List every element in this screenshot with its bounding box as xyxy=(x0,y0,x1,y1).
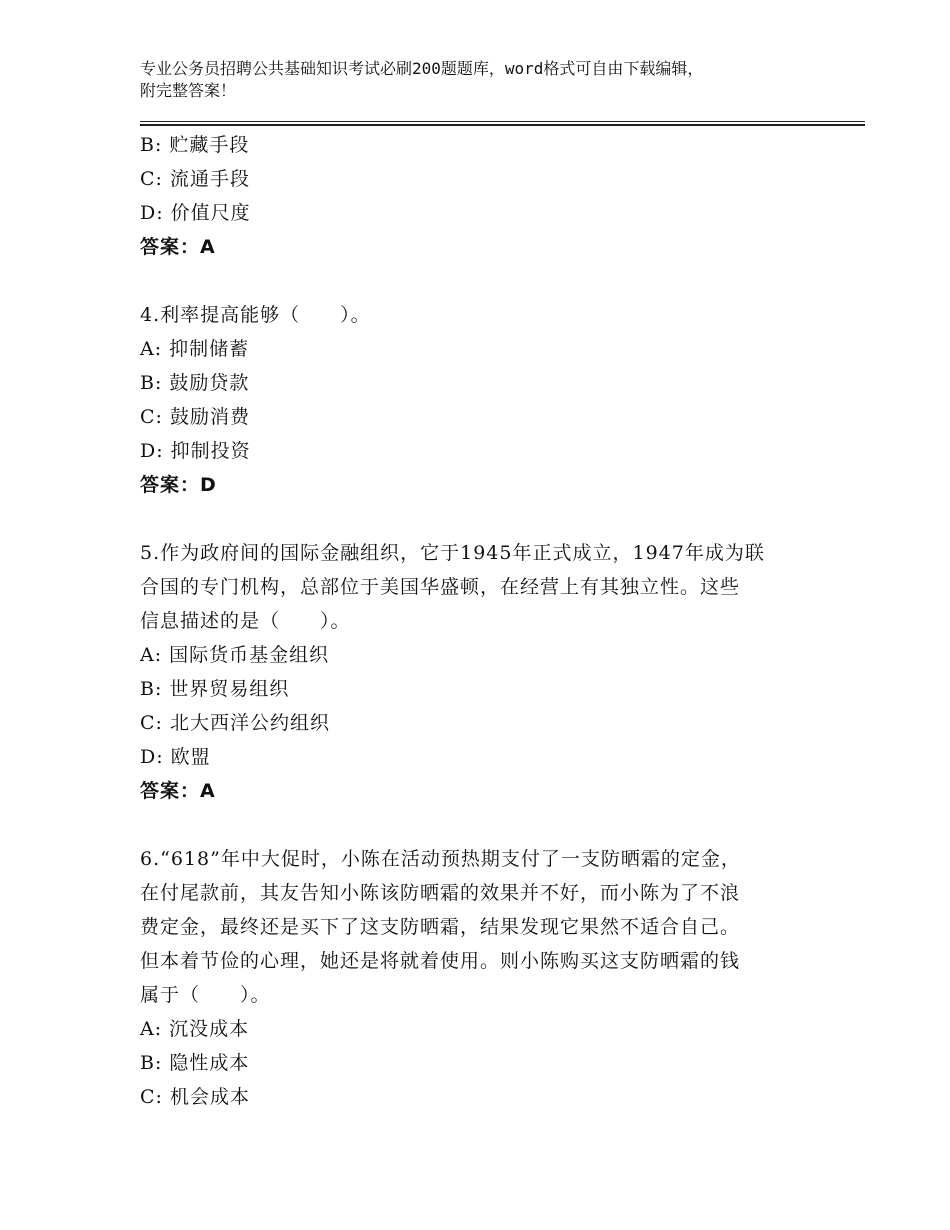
option-a: A: 沉没成本 xyxy=(140,1018,250,1040)
question-5 xyxy=(140,536,840,808)
stem-line: 信息描述的是（ ）。 xyxy=(140,610,351,632)
header-line-2: 附完整答案！ xyxy=(140,81,237,100)
option-d: D: 价值尺度 xyxy=(140,202,251,224)
stem-line: 6.“618”年中大促时，小陈在活动预热期支付了一支防晒霜的定金， xyxy=(140,848,741,870)
option-b: B: 世界贸易组织 xyxy=(140,678,290,700)
header-line-1: 专业公务员招聘公共基础知识考试必刷200题题库，word格式可自由下载编辑， xyxy=(140,59,704,78)
stem-line: 在付尾款前，其友告知小陈该防晒霜的效果并不好，而小陈为了不浪 xyxy=(140,882,741,904)
answer: 答案：D xyxy=(140,474,217,496)
question-3-tail xyxy=(140,128,840,264)
option-b: B: 鼓励贷款 xyxy=(140,372,250,394)
question-stem xyxy=(140,536,820,638)
option-c: C: 北大西洋公约组织 xyxy=(140,712,330,734)
header-divider xyxy=(140,121,865,126)
option-a: A: 国际货币基金组织 xyxy=(140,644,330,666)
option-b: B: 隐性成本 xyxy=(140,1052,250,1074)
question-stem xyxy=(140,298,820,332)
question-stem xyxy=(140,842,820,1012)
document-content xyxy=(140,128,840,1114)
option-c: C: 鼓励消费 xyxy=(140,406,250,428)
option-a: A: 抑制储蓄 xyxy=(140,338,250,360)
answer: 答案：A xyxy=(140,780,216,802)
stem-line: 5.作为政府间的国际金融组织，它于1945年正式成立，1947年成为联 xyxy=(140,542,765,564)
option-b: B: 贮藏手段 xyxy=(140,134,250,156)
stem-line: 合国的专门机构，总部位于美国华盛顿，在经营上有其独立性。这些 xyxy=(140,576,741,598)
question-4 xyxy=(140,298,840,502)
stem-line: 4.利率提高能够（ ）。 xyxy=(140,304,371,326)
answer: 答案：A xyxy=(140,236,216,258)
option-d: D: 抑制投资 xyxy=(140,440,251,462)
option-c: C: 流通手段 xyxy=(140,168,250,190)
page-header xyxy=(140,58,830,102)
option-d: D: 欧盟 xyxy=(140,746,211,768)
stem-line: 但本着节俭的心理，她还是将就着使用。则小陈购买这支防晒霜的钱 xyxy=(140,950,741,972)
stem-line: 费定金，最终还是买下了这支防晒霜，结果发现它果然不适合自己。 xyxy=(140,916,741,938)
question-6 xyxy=(140,842,840,1114)
stem-line: 属于（ ）。 xyxy=(140,984,271,1006)
option-c: C: 机会成本 xyxy=(140,1086,250,1108)
